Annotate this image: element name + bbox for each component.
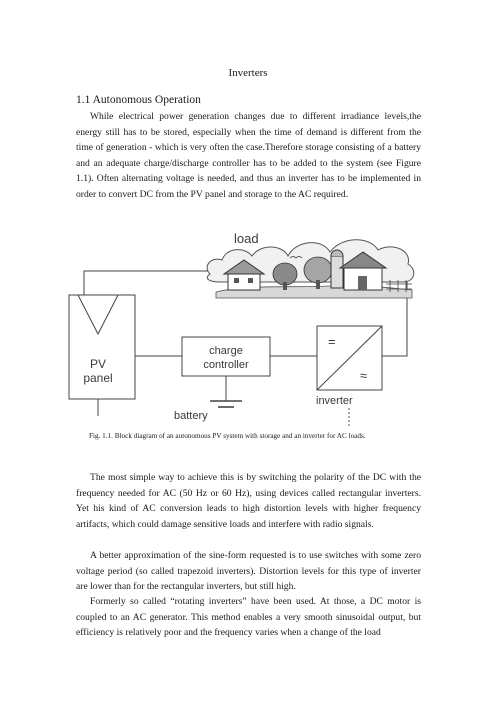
inverter-label: inverter	[316, 395, 353, 407]
inverter-dc-symbol: =	[328, 334, 336, 349]
block-diagram	[60, 222, 430, 430]
inverter	[316, 326, 382, 427]
battery-label: battery	[174, 410, 208, 422]
paragraph-3: A better approximation of the sine-form requested is to use switches with some zero voltage period (so called trapezoid inverters). Distortion levels for this type of inverter are lower than for the rectangular inverters, but still high.	[76, 550, 421, 593]
figure-caption: Fig. 1.1. Block diagram of an autonomous PV system with storage and an inverter for AC loads.	[89, 432, 366, 440]
paragraph-2: The most simple way to achieve this is by switching the polarity of the DC with the frequency needed for AC (50 Hz or 60 Hz), using devices called rectangular inverters. Yet his kind of AC conversion leads to high distortion levels with higher frequency artifacts, which could damage sensitive loads and interfere with radio signals.	[76, 472, 421, 530]
charge-label-1: charge	[209, 345, 243, 357]
section-heading: 1.1 Autonomous Operation	[76, 94, 201, 106]
load-illustration	[207, 231, 414, 298]
page-title: Inverters	[228, 67, 268, 79]
charge-controller	[182, 337, 270, 376]
charge-label-2: controller	[203, 359, 249, 371]
pv-panel	[69, 295, 135, 399]
pv-label-2: panel	[83, 371, 113, 385]
battery-icon	[174, 401, 242, 422]
inverter-ac-symbol: ≈	[360, 368, 368, 383]
paragraph-1: While electrical power generation changes due to different irradiance levels,the energy still has to be stored, especially when the time of demand is different from the time of generation - which is very often the case.Therefore storage consisting of a battery and an adequate charge/discharge controller has to be added to the system (see Figure 1.1). Often alternating voltage is needed, and thus an inverter has to be implemented in order to convert DC from the PV panel and storage to the AC required.	[76, 111, 421, 200]
paragraph-4: Formerly so called “rotating inverters” have been used. At those, a DC motor is coupled to an AC generator. This method enables a very smooth sinusoidal output, but efficiency is relatively poor and the frequency varies when a change of the load	[76, 596, 421, 639]
load-label: load	[234, 231, 259, 246]
pv-label-1: PV	[89, 357, 107, 371]
